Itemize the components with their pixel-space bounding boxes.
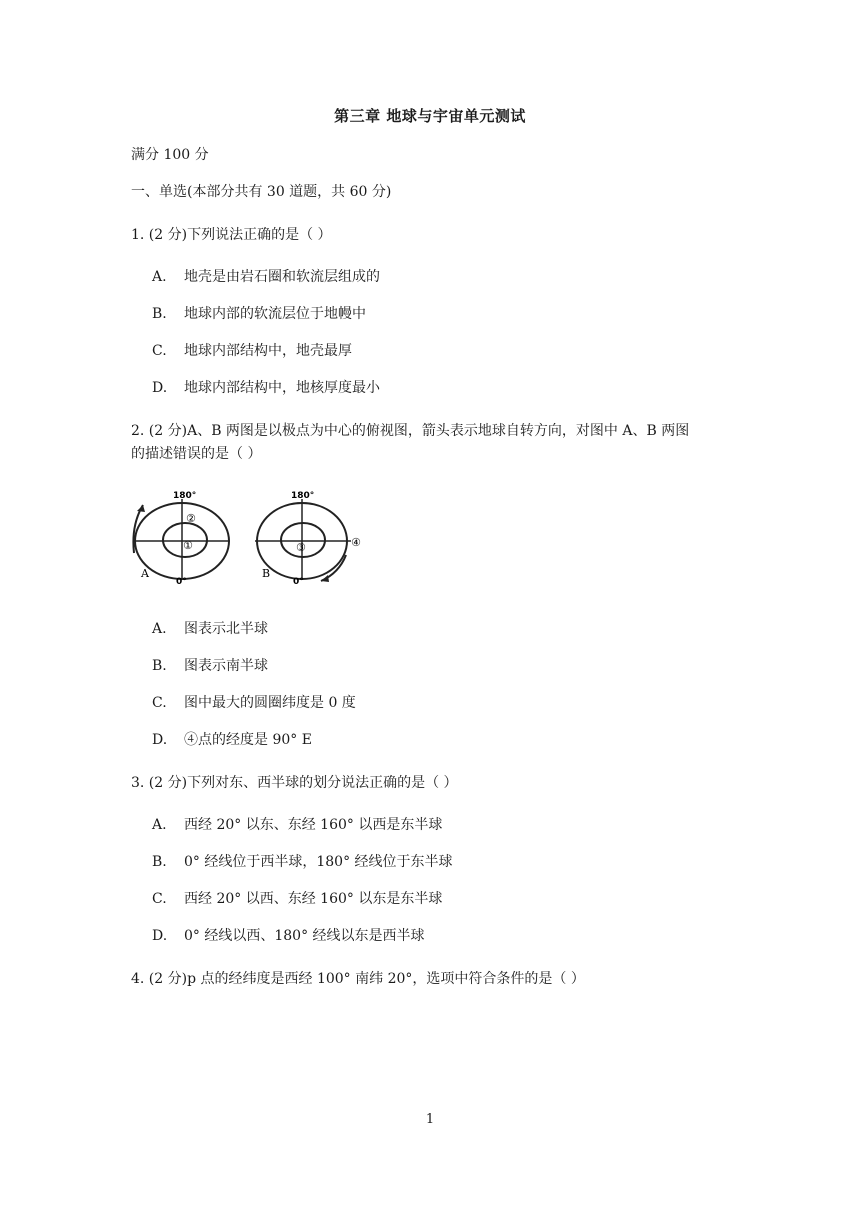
option-letter: B. (152, 854, 167, 870)
option-letter: C. (152, 343, 167, 359)
section-heading: 一、单选(本部分共有 30 道题，共 60 分) (131, 184, 392, 200)
arrow-head-icon (137, 505, 145, 512)
point-1: ① (183, 539, 193, 552)
label-b: B (262, 567, 271, 580)
option-letter: D. (152, 928, 168, 944)
option-letter: D. (152, 732, 168, 748)
question-4-stem: 4. (2 分)p 点的经纬度是西经 100° 南纬 20°，选项中符合条件的是（ ） (131, 971, 585, 987)
option-text: 0° 经线位于西半球，180° 经线位于东半球 (184, 854, 453, 870)
question-2-option-c (152, 692, 356, 712)
question-3-option-a (152, 814, 442, 834)
option-text: ④点的经度是 90° E (184, 732, 312, 748)
option-text: 地球内部的软流层位于地幔中 (184, 306, 366, 322)
question-1-option-d (152, 377, 380, 397)
full-score: 满分 100 分 (131, 147, 209, 163)
question-2-option-a (152, 618, 268, 638)
option-letter: C. (152, 695, 167, 711)
question-2-option-d (152, 729, 312, 749)
option-text: 地球内部结构中，地核厚度最小 (184, 380, 380, 396)
option-text: 图中最大的圆圈纬度是 0 度 (184, 695, 356, 711)
question-1-option-a (152, 266, 380, 286)
option-text: 西经 20° 以西、东经 160° 以东是东半球 (184, 891, 443, 907)
option-letter: B. (152, 658, 167, 674)
option-text: 地壳是由岩石圈和软流层组成的 (184, 269, 380, 285)
label-180: 180° (291, 491, 315, 501)
question-3-stem: 3. (2 分)下列对东、西半球的划分说法正确的是（ ） (131, 775, 458, 791)
polar-view-figure (125, 485, 365, 585)
point-2: ② (186, 512, 196, 525)
page-title: 第三章 地球与宇宙单元测试 (334, 107, 526, 125)
label-180: 180° (173, 491, 197, 501)
page-number: 1 (425, 1112, 435, 1127)
option-letter: A. (152, 621, 167, 637)
label-a: A (141, 567, 149, 580)
question-2-option-b (152, 655, 268, 675)
option-letter: B. (152, 306, 167, 322)
question-1-option-c (152, 340, 352, 360)
option-text: 图表示北半球 (184, 621, 268, 637)
option-text: 图表示南半球 (184, 658, 268, 674)
label-0: 0° (176, 577, 187, 585)
option-text: 西经 20° 以东、东经 160° 以西是东半球 (184, 817, 443, 833)
question-2-stem-line1: 2. (2 分)A、B 两图是以极点为中心的俯视图，箭头表示地球自转方向，对图中 A、B 两图 (131, 423, 690, 439)
option-letter: A. (152, 269, 167, 285)
option-text: 0° 经线以西、180° 经线以东是西半球 (184, 928, 425, 944)
point-3: ③ (296, 541, 306, 554)
question-3-option-c (152, 888, 442, 908)
label-0: 0° (293, 577, 304, 585)
option-text: 地球内部结构中，地壳最厚 (184, 343, 352, 359)
question-1-stem: 1. (2 分)下列说法正确的是（ ） (131, 227, 332, 243)
option-letter: C. (152, 891, 167, 907)
question-3-option-d (152, 925, 425, 945)
option-letter: A. (152, 817, 167, 833)
question-2-stem-line2: 的描述错误的是（ ） (131, 446, 262, 462)
diagram-a (133, 491, 230, 585)
question-3-option-b (152, 851, 453, 871)
point-4: ④ (351, 536, 361, 549)
option-letter: D. (152, 380, 168, 396)
diagram-b (255, 491, 361, 585)
question-1-option-b (152, 303, 366, 323)
